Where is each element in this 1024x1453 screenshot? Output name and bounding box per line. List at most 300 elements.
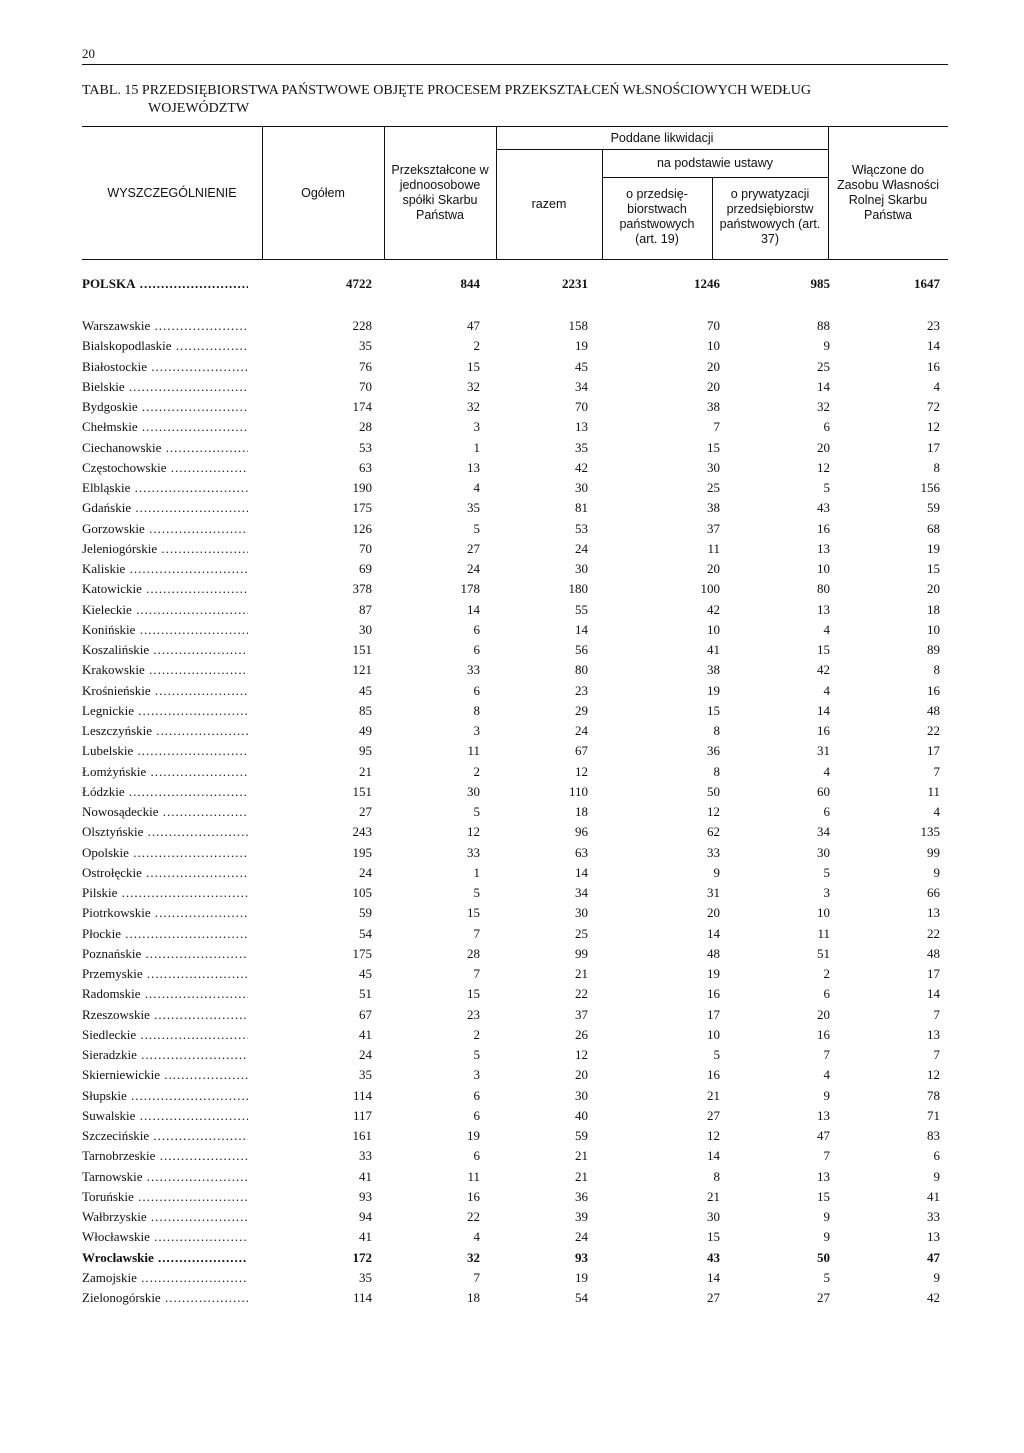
cell-wlaczone: 72 — [927, 399, 940, 414]
cell-art-37: 10 — [817, 561, 830, 576]
cell-przeksztalcone: 32 — [467, 399, 480, 414]
cell-przeksztalcone: 33 — [467, 844, 480, 860]
cell-razem: 63 — [575, 844, 588, 860]
row-name: Sieradzkie ..... — [82, 1045, 248, 1065]
cell-przeksztalcone: 3 — [473, 723, 480, 738]
cell-art-19: 9 — [713, 864, 720, 880]
cell-ogolem: 33 — [359, 1148, 372, 1164]
cell-art-37: 80 — [817, 581, 830, 597]
cell-art-19: 41 — [707, 642, 720, 657]
cell-razem: 93 — [575, 1249, 588, 1265]
cell-art-37: 32 — [817, 399, 830, 414]
table-row — [82, 660, 948, 680]
table-row — [82, 377, 948, 397]
table-row — [82, 721, 948, 741]
cell-razem: 20 — [575, 1067, 588, 1083]
table-row — [82, 579, 948, 599]
row-name: Jeleniogórskie ..... — [82, 539, 248, 559]
row-name: Opolskie ..... — [82, 843, 248, 863]
cell-razem: 99 — [575, 945, 588, 961]
table-row — [82, 1106, 948, 1126]
cell-art-19: 15 — [707, 1229, 720, 1245]
cell-art-19: 8 — [713, 763, 720, 779]
cell-art-37: 12 — [817, 459, 830, 475]
cell-przeksztalcone: 27 — [467, 540, 480, 556]
cell-art-19: 15 — [707, 439, 720, 455]
row-name: Chełmskie ..... — [82, 417, 248, 437]
cell-art-19: 15 — [707, 702, 720, 718]
row-name: Leszczyńskie ..... — [82, 721, 248, 741]
cell-art-19: 21 — [707, 1188, 720, 1204]
cell-wlaczone: 20 — [927, 581, 940, 597]
table-row — [82, 1288, 948, 1308]
table-row — [82, 620, 948, 640]
cell-wlaczone: 1647 — [914, 276, 940, 291]
cell-razem: 55 — [575, 601, 588, 617]
cell-przeksztalcone: 3 — [473, 419, 480, 435]
cell-razem: 25 — [575, 925, 588, 941]
cell-art-37: 4 — [823, 763, 830, 779]
cell-wlaczone: 135 — [920, 824, 940, 840]
cell-art-19: 12 — [707, 804, 720, 819]
cell-art-37: 51 — [817, 945, 830, 961]
cell-przeksztalcone: 4 — [473, 480, 480, 495]
cell-ogolem: 126 — [352, 520, 372, 536]
row-name: Katowickie ..... — [82, 579, 248, 599]
cell-wlaczone: 14 — [927, 986, 940, 1002]
cell-art-37: 9 — [823, 1229, 830, 1245]
cell-art-19: 30 — [707, 459, 720, 475]
cell-art-19: 62 — [707, 824, 720, 840]
cell-przeksztalcone: 6 — [473, 621, 480, 637]
cell-razem: 24 — [575, 540, 588, 556]
row-name: Skierniewickie ..... — [82, 1065, 248, 1085]
cell-art-19: 11 — [707, 540, 720, 556]
cell-ogolem: 378 — [352, 581, 372, 597]
cell-art-37: 7 — [823, 1148, 830, 1164]
cell-wlaczone: 6 — [933, 1148, 940, 1164]
cell-przeksztalcone: 1 — [473, 864, 480, 880]
table-header — [82, 126, 948, 260]
cell-art-37: 985 — [810, 276, 830, 291]
table-row — [82, 1167, 948, 1187]
cell-przeksztalcone: 12 — [467, 824, 480, 840]
header-przeksztalcone: Przekształcone w jednoosobowe spółki Skarbu Państwa — [391, 163, 489, 222]
cell-ogolem: 69 — [359, 561, 372, 576]
row-name: Przemyskie ..... — [82, 964, 248, 984]
cell-wlaczone: 18 — [927, 601, 940, 617]
cell-razem: 30 — [575, 1087, 588, 1103]
cell-razem: 19 — [575, 1269, 588, 1285]
row-name: Olsztyńskie ..... — [82, 822, 248, 842]
header-na-podstawie-ustawy: na podstawie ustawy — [656, 155, 774, 170]
cell-wlaczone: 7 — [933, 763, 940, 779]
table-row — [82, 1248, 948, 1268]
cell-razem: 59 — [575, 1128, 588, 1143]
cell-art-37: 20 — [817, 1006, 830, 1022]
cell-przeksztalcone: 14 — [467, 601, 480, 617]
cell-wlaczone: 4 — [933, 378, 940, 394]
cell-ogolem: 105 — [352, 885, 372, 900]
cell-art-37: 13 — [817, 1168, 830, 1184]
row-name: Łomżyńskie ..... — [82, 762, 248, 782]
cell-razem: 12 — [575, 763, 588, 779]
cell-art-19: 7 — [713, 419, 720, 435]
cell-razem: 56 — [575, 642, 588, 657]
cell-art-37: 34 — [817, 824, 830, 840]
cell-ogolem: 41 — [359, 1229, 372, 1245]
row-name: Wałbrzyskie ..... — [82, 1207, 248, 1227]
cell-art-37: 25 — [817, 358, 830, 374]
top-rule — [82, 64, 948, 65]
cell-wlaczone: 11 — [927, 783, 940, 799]
cell-art-37: 4 — [823, 682, 830, 698]
cell-razem: 36 — [575, 1188, 588, 1204]
cell-razem: 2231 — [562, 276, 588, 291]
cell-wlaczone: 23 — [927, 318, 940, 333]
cell-przeksztalcone: 5 — [473, 885, 480, 900]
table-row — [82, 843, 948, 863]
table-row — [82, 417, 948, 437]
cell-wlaczone: 48 — [927, 702, 940, 718]
cell-art-19: 10 — [707, 1026, 720, 1042]
table-row — [82, 1086, 948, 1106]
row-name: Ciechanowskie ..... — [82, 438, 248, 458]
cell-ogolem: 70 — [359, 540, 372, 556]
cell-ogolem: 30 — [359, 621, 372, 637]
table-row-polska — [82, 274, 948, 294]
cell-razem: 26 — [575, 1026, 588, 1042]
cell-art-19: 20 — [707, 561, 720, 576]
cell-art-19: 43 — [707, 1249, 720, 1265]
cell-ogolem: 21 — [359, 763, 372, 779]
cell-ogolem: 117 — [352, 1107, 372, 1123]
row-name: Zielonogórskie ..... — [82, 1288, 248, 1308]
cell-wlaczone: 9 — [933, 864, 940, 880]
cell-art-19: 33 — [707, 844, 720, 860]
cell-ogolem: 190 — [352, 480, 372, 495]
cell-ogolem: 35 — [359, 1269, 372, 1285]
cell-razem: 158 — [568, 318, 588, 333]
cell-wlaczone: 66 — [927, 885, 940, 900]
cell-ogolem: 114 — [352, 1087, 372, 1103]
table-row — [82, 1045, 948, 1065]
table-row — [82, 1187, 948, 1207]
cell-przeksztalcone: 30 — [467, 783, 480, 799]
cell-wlaczone: 17 — [927, 743, 940, 759]
cell-art-19: 5 — [713, 1047, 720, 1062]
cell-przeksztalcone: 15 — [467, 905, 480, 921]
cell-ogolem: 114 — [352, 1290, 372, 1305]
row-name: Łódzkie ..... — [82, 782, 248, 802]
table-row — [82, 336, 948, 356]
cell-ogolem: 151 — [352, 642, 372, 657]
cell-art-19: 19 — [707, 966, 720, 981]
row-name: Gdańskie ..... — [82, 498, 248, 518]
cell-wlaczone: 17 — [927, 439, 940, 455]
header-wlaczone: Włączone do Zasobu Własności Rolnej Skarbu Państwa — [836, 163, 940, 222]
cell-razem: 30 — [575, 905, 588, 921]
cell-art-19: 48 — [707, 945, 720, 961]
row-name: Piotrkowskie ..... — [82, 903, 248, 923]
cell-art-19: 31 — [707, 885, 720, 900]
row-name: Konińskie ..... — [82, 620, 248, 640]
table-row — [82, 822, 948, 842]
cell-art-19: 38 — [707, 399, 720, 414]
row-name: Legnickie ..... — [82, 701, 248, 721]
cell-art-19: 36 — [707, 743, 720, 759]
cell-wlaczone: 22 — [927, 925, 940, 941]
cell-ogolem: 151 — [352, 783, 372, 799]
cell-art-37: 15 — [817, 642, 830, 657]
cell-art-19: 21 — [707, 1087, 720, 1103]
cell-razem: 110 — [568, 783, 588, 799]
table-row — [82, 357, 948, 377]
cell-art-37: 50 — [817, 1249, 830, 1265]
cell-art-37: 14 — [817, 378, 830, 394]
cell-art-19: 50 — [707, 783, 720, 799]
table-row — [82, 701, 948, 721]
row-name: Tarnowskie ..... — [82, 1167, 248, 1187]
cell-przeksztalcone: 32 — [467, 1249, 480, 1265]
table-row — [82, 863, 948, 883]
cell-art-37: 16 — [817, 520, 830, 536]
cell-ogolem: 63 — [359, 459, 372, 475]
cell-przeksztalcone: 8 — [473, 702, 480, 718]
cell-ogolem: 45 — [359, 682, 372, 698]
cell-przeksztalcone: 3 — [473, 1067, 480, 1083]
cell-art-19: 16 — [707, 1067, 720, 1083]
cell-ogolem: 41 — [359, 1026, 372, 1042]
cell-art-37: 13 — [817, 601, 830, 617]
cell-przeksztalcone: 19 — [467, 1128, 480, 1143]
cell-razem: 35 — [575, 439, 588, 455]
cell-wlaczone: 48 — [927, 945, 940, 961]
cell-przeksztalcone: 7 — [473, 966, 480, 981]
cell-wlaczone: 13 — [927, 1026, 940, 1042]
table-row — [82, 478, 948, 498]
header-poddane-likwidacji: Poddane likwidacji — [610, 130, 714, 145]
cell-razem: 34 — [575, 885, 588, 900]
cell-wlaczone: 83 — [927, 1128, 940, 1143]
cell-art-37: 5 — [823, 1269, 830, 1285]
cell-ogolem: 49 — [359, 723, 372, 738]
cell-przeksztalcone: 6 — [473, 1087, 480, 1103]
header-art-19: o przedsię-biorstwach państwowych (art. 19) — [619, 187, 695, 246]
cell-przeksztalcone: 11 — [467, 1168, 480, 1184]
cell-wlaczone: 12 — [927, 1067, 940, 1083]
row-name: Ostrołęckie ..... — [82, 863, 248, 883]
cell-przeksztalcone: 844 — [460, 276, 480, 291]
cell-wlaczone: 19 — [927, 540, 940, 556]
cell-ogolem: 243 — [352, 824, 372, 840]
cell-art-19: 19 — [707, 682, 720, 698]
row-name: Słupskie ..... — [82, 1086, 248, 1106]
cell-razem: 54 — [575, 1290, 588, 1305]
cell-razem: 37 — [575, 1006, 588, 1022]
cell-wlaczone: 8 — [933, 459, 940, 475]
cell-przeksztalcone: 28 — [467, 945, 480, 961]
cell-ogolem: 174 — [352, 399, 372, 414]
table-row — [82, 782, 948, 802]
cell-wlaczone: 8 — [933, 662, 940, 678]
row-name: POLSKA ..... — [82, 274, 248, 294]
cell-wlaczone: 68 — [927, 520, 940, 536]
cell-przeksztalcone: 7 — [473, 925, 480, 941]
cell-wlaczone: 47 — [927, 1249, 940, 1265]
cell-art-37: 7 — [823, 1047, 830, 1062]
cell-przeksztalcone: 18 — [467, 1290, 480, 1305]
table-row — [82, 924, 948, 944]
cell-razem: 81 — [575, 500, 588, 516]
cell-razem: 29 — [575, 702, 588, 718]
cell-ogolem: 94 — [359, 1209, 372, 1224]
table-row — [82, 1207, 948, 1227]
row-name: Warszawskie ..... — [82, 316, 248, 336]
table-row — [82, 640, 948, 660]
cell-razem: 22 — [575, 986, 588, 1002]
cell-wlaczone: 59 — [927, 500, 940, 516]
table-row — [82, 498, 948, 518]
cell-razem: 21 — [575, 966, 588, 981]
cell-art-37: 3 — [823, 885, 830, 900]
cell-przeksztalcone: 47 — [467, 318, 480, 333]
cell-ogolem: 28 — [359, 419, 372, 435]
cell-razem: 30 — [575, 480, 588, 495]
table-row — [82, 1126, 948, 1146]
cell-przeksztalcone: 6 — [473, 1107, 480, 1123]
table-row — [82, 964, 948, 984]
cell-ogolem: 161 — [352, 1128, 372, 1143]
cell-przeksztalcone: 2 — [473, 338, 480, 354]
cell-przeksztalcone: 11 — [467, 743, 480, 759]
table-row — [82, 559, 948, 579]
cell-art-37: 9 — [823, 338, 830, 354]
cell-ogolem: 70 — [359, 378, 372, 394]
cell-przeksztalcone: 33 — [467, 662, 480, 678]
cell-wlaczone: 156 — [920, 480, 940, 495]
cell-wlaczone: 15 — [927, 561, 940, 576]
cell-art-37: 5 — [823, 864, 830, 880]
cell-przeksztalcone: 5 — [473, 1047, 480, 1062]
table-row — [82, 458, 948, 478]
cell-ogolem: 35 — [359, 1067, 372, 1083]
cell-razem: 21 — [575, 1168, 588, 1184]
row-name: Kieleckie ..... — [82, 600, 248, 620]
cell-wlaczone: 13 — [927, 1229, 940, 1245]
header-art-37: o prywatyzacji przedsiębiorstw państwowych (art. 37) — [719, 187, 821, 246]
cell-art-19: 16 — [707, 986, 720, 1002]
cell-wlaczone: 17 — [927, 966, 940, 981]
cell-art-19: 25 — [707, 480, 720, 495]
cell-ogolem: 53 — [359, 439, 372, 455]
row-name: Krakowskie ..... — [82, 660, 248, 680]
cell-razem: 18 — [575, 804, 588, 819]
row-name: Toruńskie ..... — [82, 1187, 248, 1207]
cell-ogolem: 45 — [359, 966, 372, 981]
cell-wlaczone: 71 — [927, 1107, 940, 1123]
row-name: Wrocławskie ..... — [82, 1248, 248, 1268]
row-name: Bialskopodlaskie ..... — [82, 336, 248, 356]
row-name: Włocławskie ..... — [82, 1227, 248, 1247]
cell-razem: 70 — [575, 399, 588, 414]
cell-art-19: 38 — [707, 662, 720, 678]
cell-art-19: 12 — [707, 1128, 720, 1143]
cell-art-37: 47 — [817, 1128, 830, 1143]
cell-wlaczone: 12 — [927, 419, 940, 435]
cell-art-37: 4 — [823, 1067, 830, 1083]
table-title-line-1: TABL. 15 PRZEDSIĘBIORSTWA PAŃSTWOWE OBJĘTE PROCESEM PRZEKSZTAŁCEŃ WŁSNOŚCIOWYCH WEDŁUG — [82, 83, 812, 98]
table-row — [82, 438, 948, 458]
cell-ogolem: 85 — [359, 702, 372, 718]
cell-art-19: 1246 — [694, 276, 720, 291]
cell-art-37: 16 — [817, 723, 830, 738]
table-row — [82, 1268, 948, 1288]
cell-razem: 19 — [575, 338, 588, 354]
cell-art-19: 30 — [707, 1209, 720, 1224]
row-name: Gorzowskie ..... — [82, 519, 248, 539]
cell-art-37: 20 — [817, 439, 830, 455]
cell-art-19: 17 — [707, 1006, 720, 1022]
header-ogolem: Ogółem — [301, 185, 345, 200]
cell-wlaczone: 16 — [927, 358, 940, 374]
header-razem: razem — [531, 196, 567, 211]
cell-przeksztalcone: 35 — [467, 500, 480, 516]
row-name: Bielskie ..... — [82, 377, 248, 397]
cell-art-19: 10 — [707, 621, 720, 637]
cell-ogolem: 228 — [352, 318, 372, 333]
page-number: 20 — [82, 46, 95, 61]
cell-art-37: 16 — [817, 1026, 830, 1042]
cell-art-37: 6 — [823, 804, 830, 819]
cell-ogolem: 93 — [359, 1188, 372, 1204]
cell-razem: 23 — [575, 682, 588, 698]
cell-wlaczone: 33 — [927, 1209, 940, 1224]
cell-przeksztalcone: 6 — [473, 1148, 480, 1164]
cell-razem: 180 — [568, 581, 588, 597]
cell-wlaczone: 41 — [927, 1188, 940, 1204]
cell-art-19: 20 — [707, 905, 720, 921]
cell-wlaczone: 14 — [927, 338, 940, 354]
cell-razem: 42 — [575, 459, 588, 475]
row-name: Białostockie ..... — [82, 357, 248, 377]
row-name: Bydgoskie ..... — [82, 397, 248, 417]
cell-wlaczone: 22 — [927, 723, 940, 738]
cell-przeksztalcone: 1 — [473, 439, 480, 455]
cell-ogolem: 51 — [359, 986, 372, 1002]
cell-ogolem: 95 — [359, 743, 372, 759]
table-row — [82, 600, 948, 620]
row-name: Elbląskie ..... — [82, 478, 248, 498]
cell-ogolem: 59 — [359, 905, 372, 921]
table-row — [82, 802, 948, 822]
cell-razem: 21 — [575, 1148, 588, 1164]
cell-razem: 53 — [575, 520, 588, 536]
cell-art-19: 70 — [707, 318, 720, 333]
cell-wlaczone: 78 — [927, 1087, 940, 1103]
cell-przeksztalcone: 23 — [467, 1006, 480, 1022]
cell-ogolem: 121 — [352, 662, 372, 678]
cell-przeksztalcone: 24 — [467, 561, 480, 576]
header-wyszczegolnienie: WYSZCZEGÓLNIENIE — [107, 185, 237, 200]
cell-przeksztalcone: 5 — [473, 520, 480, 536]
cell-ogolem: 175 — [352, 500, 372, 516]
cell-razem: 13 — [575, 419, 588, 435]
cell-ogolem: 195 — [352, 844, 372, 860]
cell-razem: 45 — [575, 358, 588, 374]
cell-razem: 24 — [575, 723, 588, 738]
cell-art-19: 14 — [707, 925, 720, 941]
